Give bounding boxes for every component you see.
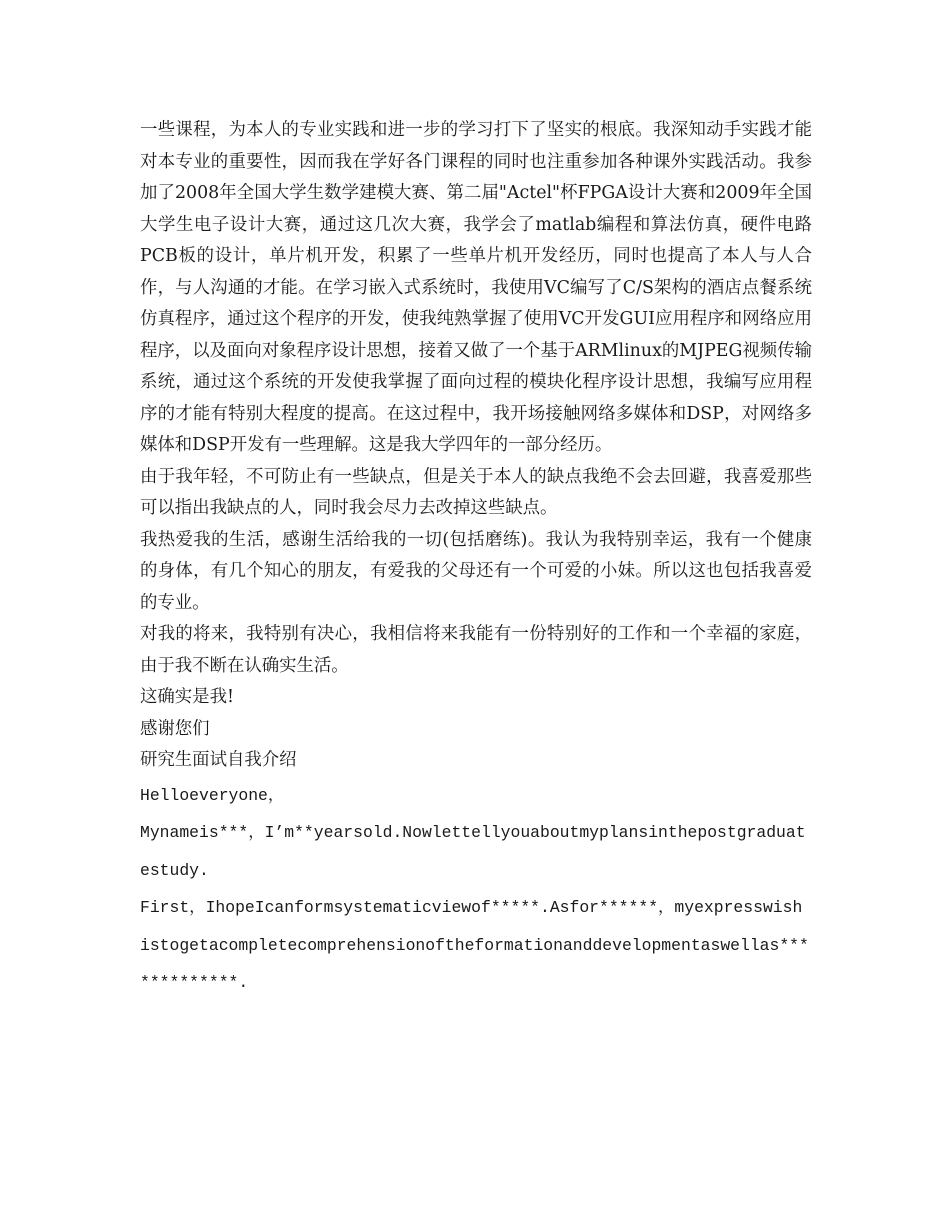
paragraph-this-is-me: 这确实是我! [140, 687, 234, 707]
paragraph-shortcomings: 由于我年轻，不可防止有一些缺点，但是关于本人的缺点我绝不会去回避，我喜爱那些可以指出我缺点的人，同时我会尽力去改掉这些缺点。 [140, 466, 812, 518]
paragraph-skills-experience: 一些课程，为本人的专业实践和进一步的学习打下了坚实的根底。我深知动手实践才能对本专业的重要性，因而我在学好各门课程的同时也注重参加各种课外实践活动。我参加了2008年全国大学生数学建模大赛、第二届"Actel"杯FPGA设计大赛和2009年全国大学生电子设计大赛，通过这几次大赛，我学会了matlab编程和算法仿真，硬件电路PCB板的设计，单片机开发，积累了一些单片机开发经历，同时也提高了本人与人合作，与人沟通的才能。在学习嵌入式系统时，我使用VC编写了C/S架构的酒店点餐系统仿真程序，通过这个程序的开发，使我纯熟掌握了使用VC开发GUI应用程序和网络应用程序，以及面向对象程序设计思想，接着又做了一个基于ARMlinux的MJPEG视频传输系统，通过这个系统的开发使我掌握了面向过程的模块化程序设计思想，我编写应用程序的才能有特别大程度的提高。在这过程中，我开场接触网络多媒体和DSP，对网络多媒体和DSP开发有一些理解。这是我大学四年的一部分经历。 [140, 120, 812, 455]
english-name-age: Mynameis***，I’m**yearsold.Nowlettellyouaboutmyplansinthepostgraduatestudy. [140, 823, 806, 880]
paragraph-love-of-life: 我热爱我的生活，感谢生活给我的一切(包括磨练)。我认为我特别幸运，我有一个健康的身体，有几个知心的朋友，有爱我的父母还有一个可爱的小妹。所以这也包括我喜爱的专业。 [140, 529, 812, 613]
paragraph-future: 对我的将来，我特别有决心，我相信将来我能有一份特别好的工作和一个幸福的家庭，由于我不断在认确实生活。 [140, 624, 812, 676]
english-greeting: Helloeveryone， [140, 785, 285, 805]
english-plan-first: First，IhopeIcanformsystematicviewof*****.Asfor******，myexpresswishistogetacompletecomprehensionoftheformationanddevelopmentaswellas*************. [140, 898, 809, 992]
document-body [140, 115, 812, 1002]
section-heading-postgrad-intro: 研究生面试自我介绍 [140, 750, 297, 770]
paragraph-thanks: 感谢您们 [140, 718, 210, 739]
